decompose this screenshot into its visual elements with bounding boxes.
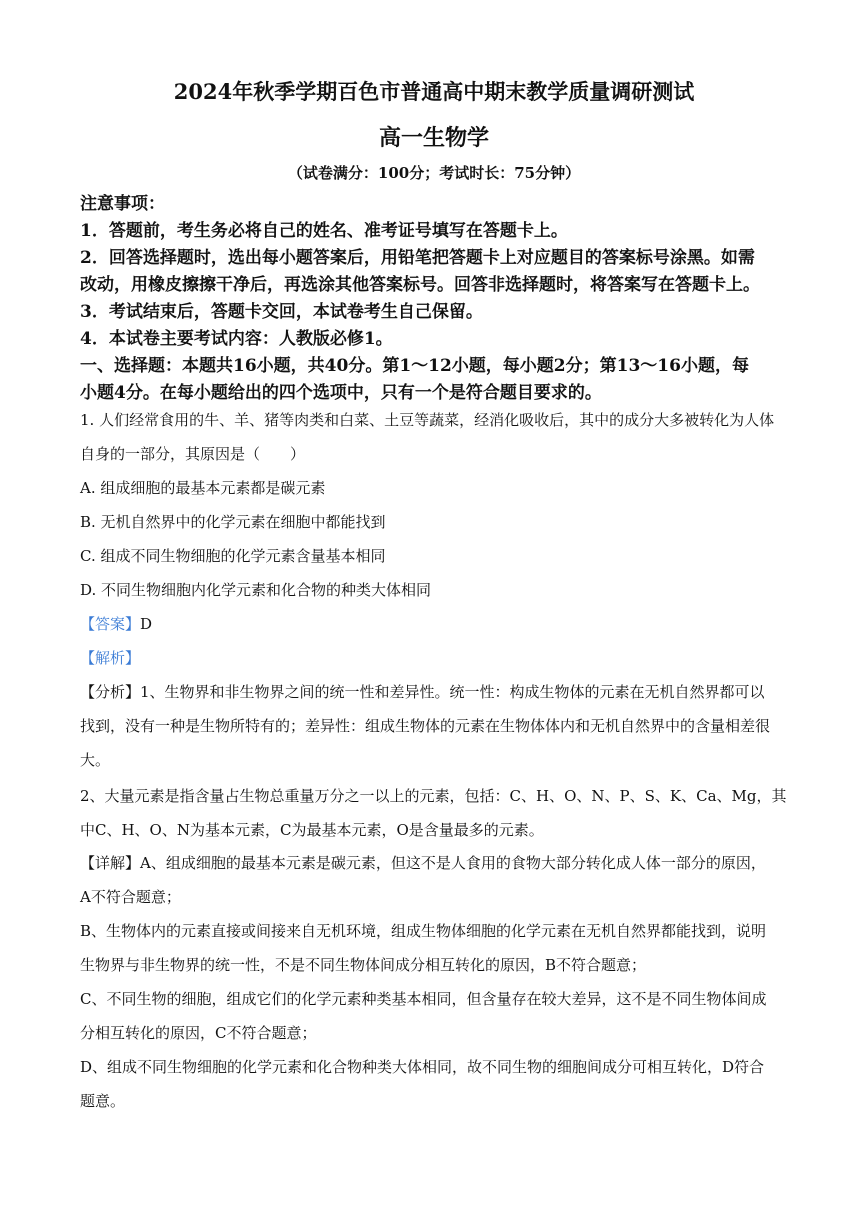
analysis-line: 题意。	[80, 1092, 126, 1110]
analysis-line: D、组成不同生物细胞的化学元素和化合物种类大体相同，故不同生物的细胞间成分可相互转化，D符合	[80, 1058, 765, 1076]
analysis-line: 【分析】1、生物界和非生物界之间的统一性和差异性。统一性：构成生物体的元素在无机自然界都可以	[80, 683, 765, 701]
analysis-line: 分相互转化的原因，C不符合题意；	[80, 1024, 317, 1042]
section-heading: 一、选择题：本题共16小题，共40分。第1～12小题，每小题2分；第13～16小题，每	[80, 356, 749, 376]
answer-tag: 【答案】	[80, 615, 141, 633]
analysis-line: A不符合题意；	[80, 888, 181, 906]
analysis-line: 大。	[80, 751, 111, 769]
document-title: 2024年秋季学期百色市普通高中期末教学质量调研测试	[173, 79, 695, 104]
document-subtitle: 高一生物学	[378, 125, 489, 151]
notice-item: 2．回答选择题时，选出每小题答案后，用铅笔把答题卡上对应题目的答案标号涂黑。如需	[80, 248, 755, 268]
answer-value: D	[140, 615, 153, 633]
notice-item: 1．答题前，考生务必将自己的姓名、准考证号填写在答题卡上。	[80, 221, 568, 241]
analysis-line: 【详解】A、组成细胞的最基本元素是碳元素，但这不是人食用的食物大部分转化成人体一部分的原因，	[80, 854, 766, 872]
question-stem: 1. 人们经常食用的牛、羊、猪等肉类和白菜、土豆等蔬菜，经消化吸收后，其中的成分大多被转化为人体	[80, 411, 775, 429]
question-stem: 自身的一部分，其原因是（ ）	[80, 445, 306, 463]
analysis-line: 2、大量元素是指含量占生物总重量万分之一以上的元素，包括：C、H、O、N、P、S、K、Ca、Mg，其	[80, 787, 787, 805]
analysis-line: 生物界与非生物界的统一性，不是不同生物体间成分相互转化的原因，B不符合题意；	[80, 956, 647, 974]
notice-heading: 注意事项：	[80, 194, 165, 214]
analysis-tag: 【解析】	[80, 649, 141, 667]
analysis-line: 找到，没有一种是生物所特有的；差异性：组成生物体的元素在生物体体内和无机自然界中的含量相差很	[80, 717, 771, 735]
analysis-line: C、不同生物的细胞，组成它们的化学元素种类基本相同，但含量存在较大差异，这不是不同生物体间成	[80, 990, 767, 1008]
option-c: C. 组成不同生物细胞的化学元素含量基本相同	[80, 547, 386, 565]
option-b: B. 无机自然界中的化学元素在细胞中都能找到	[80, 513, 386, 531]
answer-line	[80, 613, 152, 634]
notice-item: 改动，用橡皮擦擦干净后，再选涂其他答案标号。回答非选择题时，将答案写在答题卡上。	[80, 275, 760, 295]
exam-info: （试卷满分：100分；考试时长：75分钟）	[287, 164, 581, 182]
section-heading: 小题4分。在每小题给出的四个选项中，只有一个是符合题目要求的。	[80, 383, 602, 403]
notice-item: 4．本试卷主要考试内容：人教版必修1。	[80, 329, 393, 349]
analysis-line: B、生物体内的元素直接或间接来自无机环境，组成生物体细胞的化学元素在无机自然界都能找到，说明	[80, 922, 767, 940]
option-a: A. 组成细胞的最基本元素都是碳元素	[80, 479, 326, 497]
analysis-line: 中C、H、O、N为基本元素，C为最基本元素，O是含量最多的元素。	[80, 821, 544, 839]
notice-item: 3．考试结束后，答题卡交回，本试卷考生自己保留。	[80, 302, 483, 322]
option-d: D. 不同生物细胞内化学元素和化合物的种类大体相同	[80, 581, 432, 599]
